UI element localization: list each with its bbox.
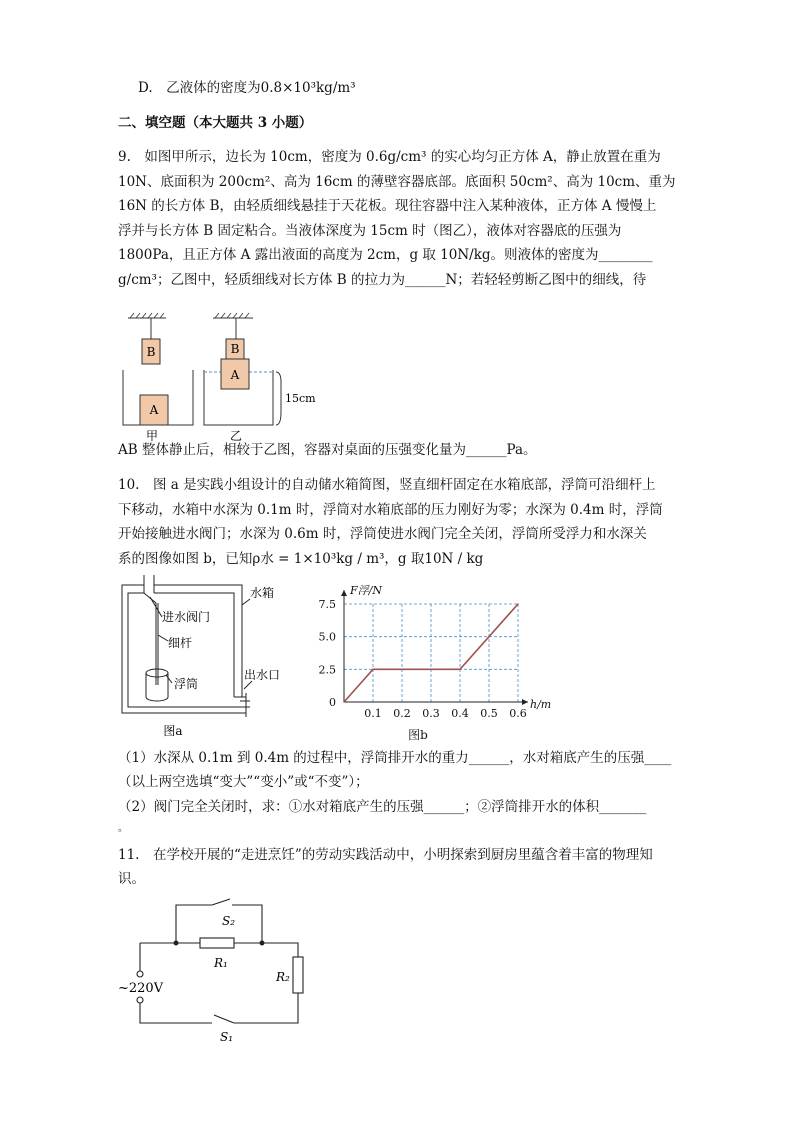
data-point [459, 669, 461, 671]
block-b-label: B [230, 342, 240, 356]
x-tick-label: 0.3 [422, 707, 440, 720]
data-point [343, 701, 345, 703]
q10-line: 开始接触进水阀门；水深为 0.6m 时，浮筒使进水阀门完全关闭，浮筒所受浮力和水深关 [118, 526, 647, 542]
q10-sub: （以上两空选填“变大”“变小”或“不变”）； [118, 774, 369, 790]
depth-label: 15cm [285, 392, 316, 405]
x-tick-label: 0.4 [451, 707, 469, 720]
y-axis-arrow [341, 590, 347, 596]
label-outlet: 出水口 [244, 668, 281, 682]
caption-b: 图b [408, 728, 428, 742]
caption-jia: 甲 [145, 429, 159, 443]
label-s2: S₂ [222, 914, 236, 928]
block-a-label: A [149, 403, 159, 417]
label-rod: 细杆 [168, 636, 193, 650]
data-point [372, 669, 374, 671]
q9-line: 9. 如图甲所示，边长为 10cm，密度为 0.6g/cm³ 的实心均匀正方体 A，静止放置在重为 [118, 149, 661, 165]
buoyancy-chart [318, 575, 552, 745]
q9-line: 10N、底面积为 200cm²、高为 16cm 的薄壁容器底部。底面积 50cm²、高为 10cm、重为 [118, 174, 676, 190]
x-tick-label: 0.5 [480, 707, 498, 720]
q10-line: 10. 图 a 是实践小组设计的自动储水箱简图，竖直细杆固定在水箱底部，浮筒可沿细杆上 [118, 477, 656, 493]
caption-a: 图a [163, 724, 183, 738]
x-axis-label: h/m [530, 698, 552, 711]
q11-line: 识。 [118, 871, 145, 887]
q9-line: 16N 的长方体 B，由轻质细线悬挂于天花板。现往容器中注入某种液体，正方体 A 慢慢上 [118, 198, 657, 214]
q9-line: 1800Pa，且正方体 A 露出液面的高度为 2cm，g 取 10N/kg。则液体的密度为________ [118, 247, 653, 263]
x-tick-label: 0.1 [364, 707, 382, 720]
y-tick-label: 0 [329, 696, 336, 709]
x-tick-label: 0.6 [509, 707, 527, 720]
caption-yi: 乙 [229, 429, 243, 443]
y-tick-label: 5.0 [318, 630, 336, 644]
q9-figure [118, 312, 318, 444]
y-axis-label: F浮/N [350, 584, 382, 597]
q9-line: AB 整体静止后，相较于乙图，容器对桌面的压强变化量为______Pa。 [118, 442, 537, 458]
q10-sub: （2）阀门完全关闭时，求：①水对箱底产生的压强______；②浮筒排开水的体积_______ [118, 799, 647, 815]
q9-line: 浮并与长方体 B 固定粘合。当液体深度为 15cm 时（图乙），液体对容器底的压强为 [118, 223, 622, 239]
label-valve: 进水阀门 [162, 610, 211, 624]
y-tick-label: 2.5 [318, 663, 336, 677]
block-b-label: B [146, 345, 156, 359]
q10-sub: （1）水深从 0.1m 到 0.4m 的过程中，浮筒排开水的重力______，水对箱底产生的压强____ [118, 750, 672, 766]
q9-line: g/cm³；乙图中，轻质细线对长方体 B 的拉力为______N；若轻轻剪断乙图中的细线，待 [118, 272, 647, 288]
section-heading: 二、填空题（本大题共 3 小题） [118, 115, 313, 131]
label-float: 浮筒 [174, 677, 199, 691]
q10-sub: 。 [118, 823, 128, 834]
circuit-figure [112, 895, 312, 1045]
tank-figure [118, 575, 298, 740]
label-r1: R₁ [214, 956, 228, 970]
option-d: D. 乙液体的密度为0.8×10³kg/m³ [138, 80, 356, 96]
label-r2: R₂ [276, 970, 290, 984]
buoyancy-line [344, 604, 518, 702]
q10-line: 下移动，水箱中水深为 0.1m 时，浮筒对水箱底部的压力刚好为零；水深为 0.4m 时，浮筒 [118, 502, 663, 518]
label-tank: 水箱 [250, 586, 275, 600]
label-s1: S₁ [220, 1030, 234, 1044]
label-source: ~220V [118, 981, 164, 996]
q10-line: 系的图像如图 b，已知ρ水 = 1×10³kg / m³，g 取10N / kg [118, 551, 484, 567]
q11-line: 11. 在学校开展的“走进烹饪”的劳动实践活动中，小明探索到厨房里蕴含着丰富的物理知 [118, 847, 653, 863]
x-axis-arrow [522, 699, 528, 705]
x-tick-label: 0.2 [393, 707, 411, 720]
data-point [517, 603, 519, 605]
block-a-label: A [230, 368, 240, 382]
y-tick-label: 7.5 [318, 598, 336, 611]
